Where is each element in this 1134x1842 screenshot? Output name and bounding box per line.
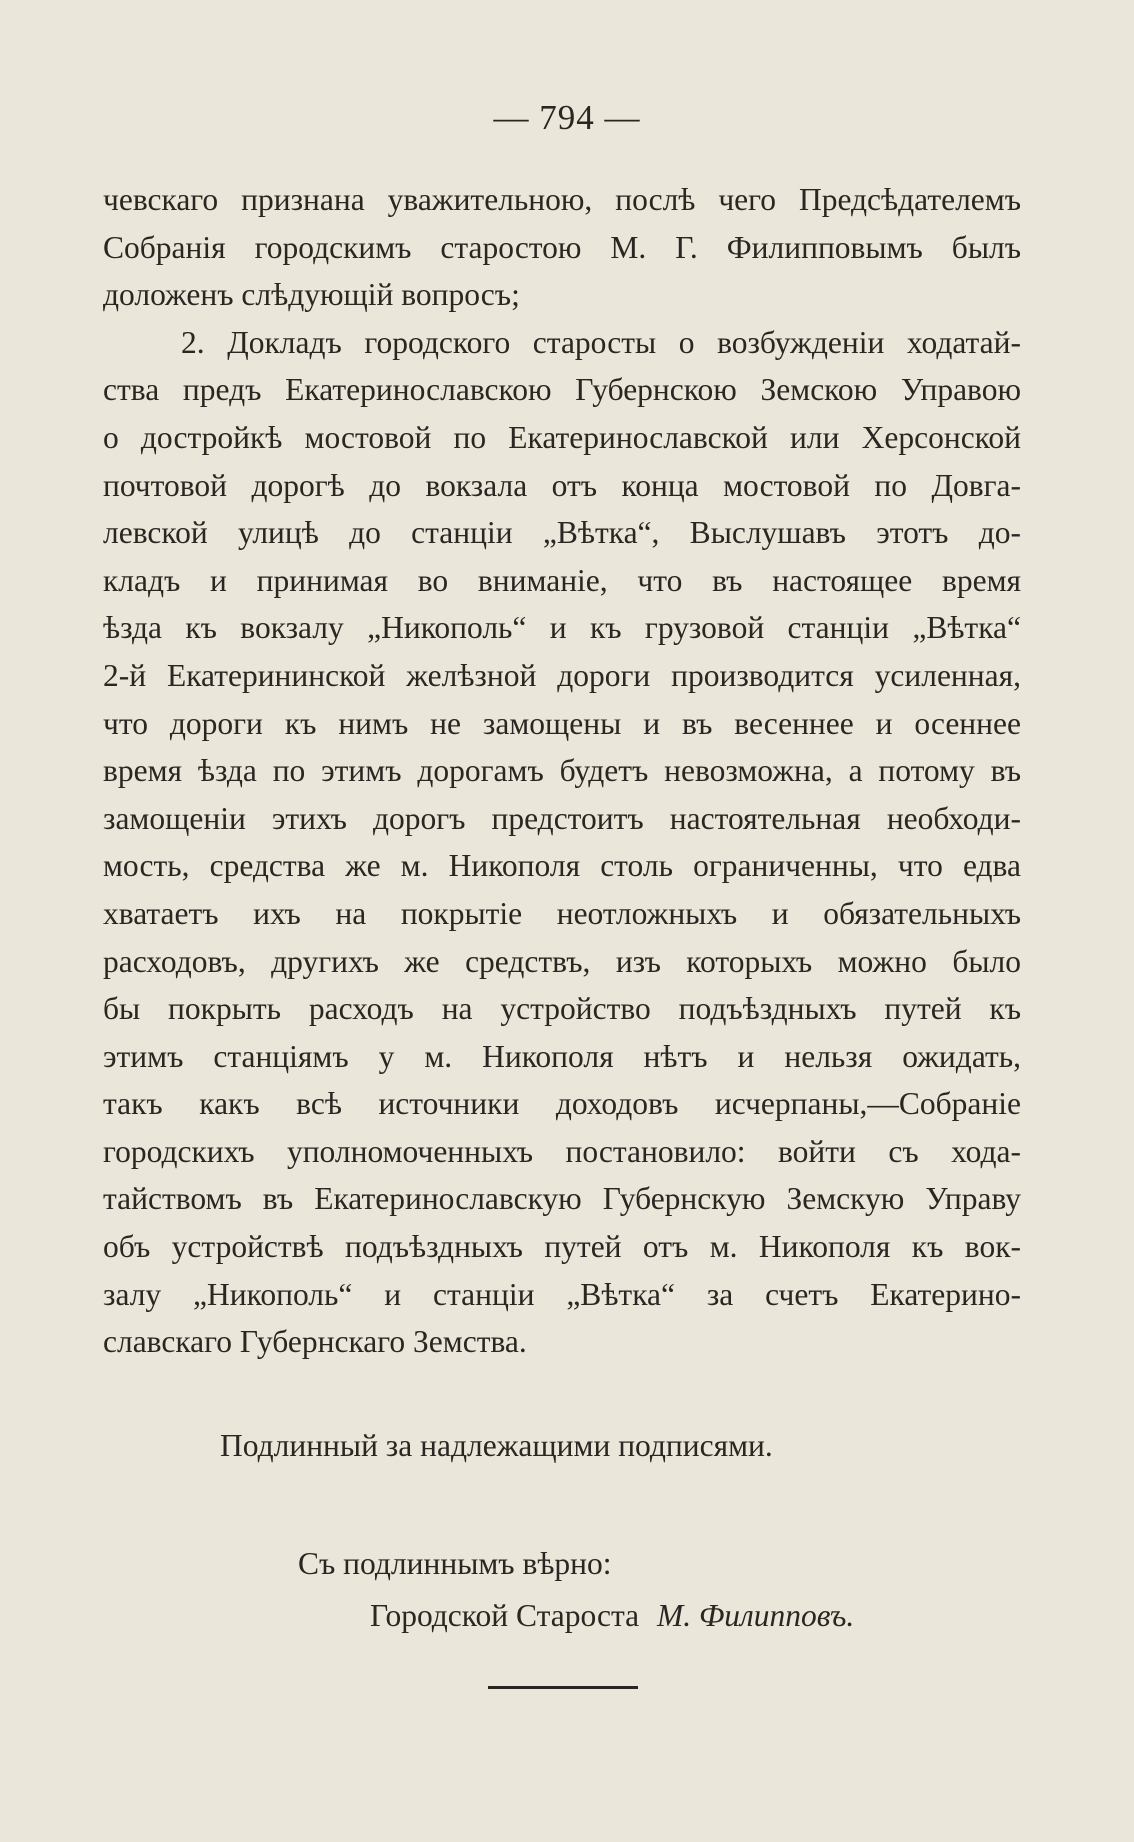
signature-title: Городской Староста [370,1598,640,1633]
text-line: левской улицѣ до станціи „Вѣтка“, Выслушавъ этотъ до- [103,515,1021,551]
text-line: городскихъ уполномоченныхъ постановило: войти съ хода- [103,1133,1021,1169]
closing-rule [488,1686,638,1689]
text-line: ства предъ Екатеринославскою Губернскою Земскою Управою [103,372,1021,408]
original-note: Подлинный за надлежащими подписями. [220,1428,773,1463]
text-line: хватаетъ ихъ на покрытіе неотложныхъ и обязательныхъ [103,895,1021,931]
paragraph-item-2 [103,319,1021,1366]
text-line: этимъ станціямъ у м. Никополя нѣтъ и нельзя ожидать, [103,1038,1021,1074]
certification-line: Съ подлиннымъ вѣрно: [298,1546,612,1581]
text-line: время ѣзда по этимъ дорогамъ будетъ невозможна, а потому въ [103,753,1021,789]
text-line: тайствомъ въ Екатеринославскую Губернскую Земскую Управу [103,1181,1021,1217]
text-line: расходовъ, другихъ же средствъ, изъ которыхъ можно было [103,943,1021,979]
signature-block [370,1598,854,1634]
text-line: что дороги къ нимъ не замощены и въ весеннее и осеннее [103,705,1021,741]
text-line: ѣзда къ вокзалу „Никополь“ и къ грузовой станціи „Вѣтка“ [103,610,1021,646]
page-number: — 794 — [493,98,641,137]
text-line: мость, средства же м. Никополя столь ограниченны, что едва [103,848,1021,884]
text-line: доложенъ слѣдующій вопросъ; [103,277,520,313]
paragraph-continuation [103,176,1021,319]
text-line: такъ какъ всѣ источники доходовъ исчерпаны,—Собраніе [103,1086,1021,1122]
text-line: замощеніи этихъ дорогъ предстоитъ настоятельная необходи- [103,800,1021,836]
text-line: чевскаго признана уважительною, послѣ чего Предсѣдателемъ [103,182,1021,217]
text-line: о достройкѣ мостовой по Екатеринославской или Херсонской [103,419,1021,455]
text-line: Собранія городскимъ старостою М. Г. Филипповымъ былъ [103,229,1021,265]
text-line: почтовой дорогѣ до вокзала отъ конца мостовой по Довга- [103,467,1021,503]
text-line: славскаго Губернскаго Земства. [103,1324,527,1360]
text-line: объ устройствѣ подъѣздныхъ путей отъ м. Никополя къ вок- [103,1229,1021,1265]
body-text [103,176,1021,1366]
text-line: кладъ и принимая во вниманіе, что въ настоящее время [103,562,1021,598]
text-line: бы покрыть расходъ на устройство подъѣздныхъ путей къ [103,991,1021,1027]
signature-name: М. Филипповъ. [656,1598,855,1633]
text-line: 2. Докладъ городского старосты о возбужденіи ходатай- [181,324,1021,360]
text-line: 2-й Екатерининской желѣзной дороги производится усиленная, [103,657,1021,693]
text-line: залу „Никополь“ и станціи „Вѣтка“ за счетъ Екатерино- [103,1276,1021,1312]
